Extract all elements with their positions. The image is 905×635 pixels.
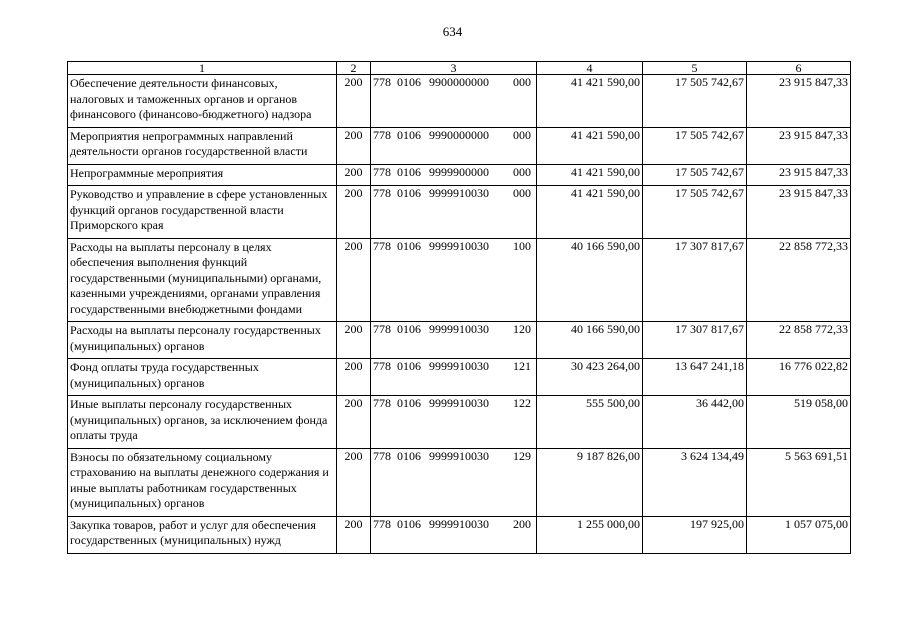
code-b: 0106 — [397, 322, 421, 336]
header-col-4: 4 — [537, 62, 643, 75]
code-c: 9990000000 — [429, 127, 489, 142]
row-code — [371, 322, 537, 359]
row-col-6: 23 915 847,33 — [747, 127, 851, 164]
row-name: Обеспечение деятельности финансовых, налоговых и таможенных органов и органов финансового (финансово-бюджетного) надзора — [68, 75, 337, 128]
row-col-5: 17 307 817,67 — [643, 238, 747, 322]
code-c: 9999910030 — [429, 359, 489, 373]
header-col-3: 3 — [371, 62, 537, 75]
row-col-6: 5 563 691,51 — [747, 448, 851, 516]
code-d: 200 — [513, 516, 531, 531]
row-col-4: 40 166 590,00 — [537, 322, 643, 359]
table-row — [68, 164, 851, 186]
row-code — [371, 359, 537, 396]
code-b: 0106 — [397, 238, 421, 253]
row-col-6: 23 915 847,33 — [747, 186, 851, 239]
row-col-5: 17 505 742,67 — [643, 186, 747, 239]
row-name: Иные выплаты персоналу государственных (муниципальных) органов, за исключением фонда оплаты труда — [68, 396, 337, 449]
code-b: 0106 — [397, 186, 421, 200]
row-col-5: 13 647 241,18 — [643, 359, 747, 396]
row-name: Закупка товаров, работ и услуг для обеспечения государственных (муниципальных) нужд — [68, 516, 337, 553]
code-b: 0106 — [397, 396, 421, 410]
row-col-6: 22 858 772,33 — [747, 238, 851, 322]
table-row — [68, 238, 851, 322]
row-name: Взносы по обязательному социальному страхованию на выплаты денежного содержания и иные выплаты работникам государственных (муниципальных) органов — [68, 448, 337, 516]
code-a: 778 — [373, 127, 391, 142]
table-row — [68, 75, 851, 128]
code-d: 000 — [513, 164, 531, 179]
row-col-2: 200 — [337, 127, 371, 164]
row-col-2: 200 — [337, 516, 371, 553]
code-a: 778 — [373, 448, 391, 463]
row-code — [371, 396, 537, 449]
row-code — [371, 75, 537, 128]
code-a: 778 — [373, 238, 391, 253]
code-d: 122 — [513, 396, 531, 410]
row-col-5: 17 505 742,67 — [643, 164, 747, 186]
row-col-2: 200 — [337, 238, 371, 322]
row-col-5: 17 505 742,67 — [643, 127, 747, 164]
table-row — [68, 516, 851, 553]
table-row — [68, 127, 851, 164]
row-col-6: 16 776 022,82 — [747, 359, 851, 396]
header-col-1: 1 — [68, 62, 337, 75]
table-row — [68, 322, 851, 359]
code-b: 0106 — [397, 516, 421, 531]
code-a: 778 — [373, 75, 391, 89]
row-col-2: 200 — [337, 164, 371, 186]
row-name: Расходы на выплаты персоналу в целях обеспечения выполнения функций государственными (муниципальными) органами, казенными учреждениями, органами управления государственными внебюджетными фондами — [68, 238, 337, 322]
table-header-row — [68, 62, 851, 75]
row-name: Фонд оплаты труда государственных (муниципальных) органов — [68, 359, 337, 396]
code-d: 000 — [513, 127, 531, 142]
code-a: 778 — [373, 516, 391, 531]
row-col-6: 1 057 075,00 — [747, 516, 851, 553]
code-b: 0106 — [397, 448, 421, 463]
code-d: 129 — [513, 448, 531, 463]
code-c: 9999910030 — [429, 516, 489, 531]
row-name: Руководство и управление в сфере установленных функций органов государственной власти Приморского края — [68, 186, 337, 239]
code-c: 9999910030 — [429, 448, 489, 463]
budget-table — [67, 61, 851, 554]
row-col-5: 17 307 817,67 — [643, 322, 747, 359]
row-code — [371, 164, 537, 186]
table-row — [68, 396, 851, 449]
row-name: Мероприятия непрограммных направлений деятельности органов государственной власти — [68, 127, 337, 164]
code-d: 120 — [513, 322, 531, 336]
row-code — [371, 516, 537, 553]
row-col-4: 41 421 590,00 — [537, 186, 643, 239]
row-name: Непрограммные мероприятия — [68, 164, 337, 186]
code-d: 121 — [513, 359, 531, 373]
header-col-5: 5 — [643, 62, 747, 75]
code-b: 0106 — [397, 359, 421, 373]
code-a: 778 — [373, 322, 391, 336]
row-code — [371, 238, 537, 322]
row-col-5: 3 624 134,49 — [643, 448, 747, 516]
header-col-2: 2 — [337, 62, 371, 75]
row-col-4: 40 166 590,00 — [537, 238, 643, 322]
table-row — [68, 359, 851, 396]
row-col-2: 200 — [337, 186, 371, 239]
code-d: 000 — [513, 186, 531, 200]
row-col-5: 197 925,00 — [643, 516, 747, 553]
row-col-4: 30 423 264,00 — [537, 359, 643, 396]
row-col-5: 17 505 742,67 — [643, 75, 747, 128]
row-col-4: 41 421 590,00 — [537, 127, 643, 164]
row-col-5: 36 442,00 — [643, 396, 747, 449]
code-c: 9999910030 — [429, 238, 489, 253]
code-b: 0106 — [397, 75, 421, 89]
row-name: Расходы на выплаты персоналу государственных (муниципальных) органов — [68, 322, 337, 359]
row-col-6: 23 915 847,33 — [747, 164, 851, 186]
row-col-2: 200 — [337, 322, 371, 359]
row-col-6: 519 058,00 — [747, 396, 851, 449]
page-number: 634 — [442, 24, 463, 39]
row-col-4: 9 187 826,00 — [537, 448, 643, 516]
row-col-4: 1 255 000,00 — [537, 516, 643, 553]
row-col-2: 200 — [337, 396, 371, 449]
row-col-2: 200 — [337, 448, 371, 516]
code-d: 000 — [513, 75, 531, 89]
code-c: 9999910030 — [429, 186, 489, 200]
row-code — [371, 186, 537, 239]
code-c: 9999910030 — [429, 322, 489, 336]
code-c: 9900000000 — [429, 75, 489, 89]
row-col-4: 555 500,00 — [537, 396, 643, 449]
row-col-2: 200 — [337, 359, 371, 396]
table-row — [68, 448, 851, 516]
code-a: 778 — [373, 186, 391, 200]
row-col-2: 200 — [337, 75, 371, 128]
row-col-4: 41 421 590,00 — [537, 75, 643, 128]
code-b: 0106 — [397, 164, 421, 179]
table-body — [68, 75, 851, 554]
row-col-4: 41 421 590,00 — [537, 164, 643, 186]
code-b: 0106 — [397, 127, 421, 142]
code-a: 778 — [373, 164, 391, 179]
row-col-6: 22 858 772,33 — [747, 322, 851, 359]
row-code — [371, 127, 537, 164]
header-col-6: 6 — [747, 62, 851, 75]
code-c: 9999910030 — [429, 396, 489, 410]
code-a: 778 — [373, 359, 391, 373]
code-d: 100 — [513, 238, 531, 253]
table-row — [68, 186, 851, 239]
code-a: 778 — [373, 396, 391, 410]
row-col-6: 23 915 847,33 — [747, 75, 851, 128]
row-code — [371, 448, 537, 516]
code-c: 9999900000 — [429, 164, 489, 179]
